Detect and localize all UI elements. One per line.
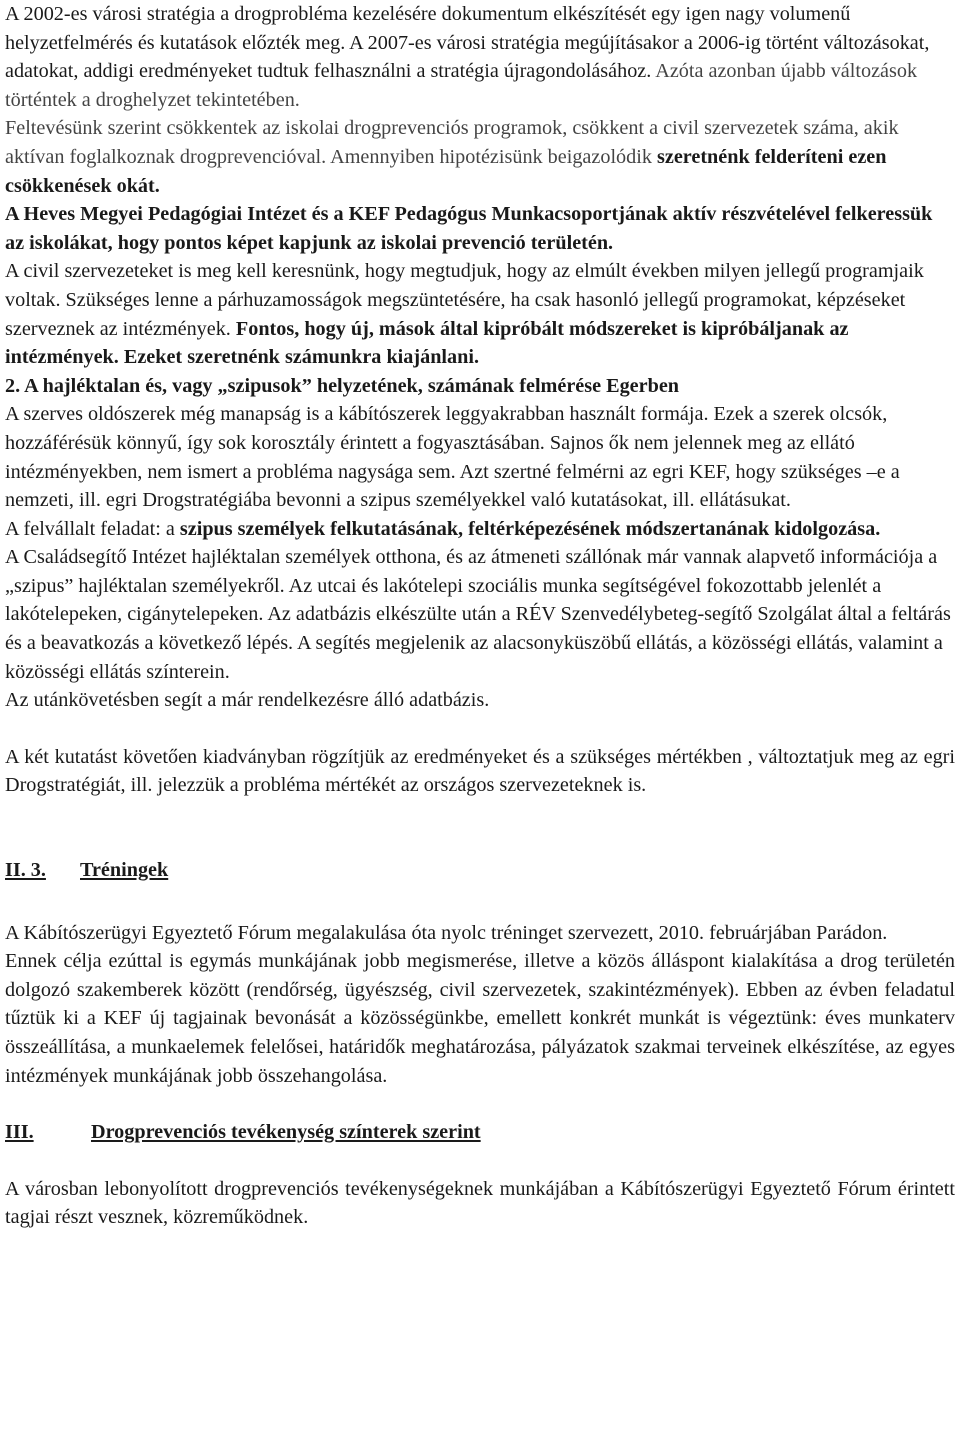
document-page [5, 0, 955, 1232]
paragraph-solvents: A szerves oldószerek még manapság is a kábítószerek leggyakrabban használt formája. Ezek a szerek olcsók, hozzáférésük könnyű, így sok korosztály érintett a fogyasztásában. Sajnos ők nem jelennek meg az ellátó intézményekben, nem ismert a probléma nagysága sem. Azt szertné felmérni az egri KEF, hogy szükséges –e a nemzeti, ill. egri Drogstratégiába bevonni a szipus személyekkel való kutatásokat, ill. ellátásukat. [5, 403, 900, 512]
paragraph-trainings-goal: Ennek célja ezúttal is egymás munkájának jobb megismerése, illetve a közös álláspont kialakítása a drog területén dolgozó szakemberek között (rendőrség, ügyészség, civil szervezetek, szakintézmények). Ebben az évben feladatul tűztük ki a KEF új tagjainak bevonását a közösségünkbe, emellett konkrét munkát is végeztünk: éves munkaterv összeállítása, a munkaelemek felelősei, határidők meghatározása, pályázatok szakmai terveinek elkészítése, az egyes intézmények munkájának jobb összehangolása. [5, 950, 955, 1087]
spacer [5, 1090, 955, 1118]
text-civil-search: A civil szervezeteket is meg kell keresnünk, hogy megtudjuk, hogy az elmúlt években milyen jellegű programjaik voltak. Szükséges lenne a párhuzamosságok megszüntetésére, ha csak hasonló jellegű programokat, képzéseket szerveznek az intézmények. [5, 260, 924, 340]
paragraph-school-survey: A Heves Megyei Pedagógiai Intézet és a KEF Pedagógus Munkacsoportjának aktív részvételével felkeressük az iskolákat, hogy pontos képet kapjunk az iskolai prevenció területén. [5, 203, 933, 254]
text-hypothesis-goal: szeretnénk felderíteni ezen csökkenések okát. [5, 145, 887, 197]
spacer [5, 800, 955, 856]
paragraph-civil-organizations [5, 257, 955, 371]
heading-title: Drogprevenciós tevékenység színterek szerint [91, 1121, 481, 1144]
spacer [5, 715, 955, 743]
paragraph-publication: A két kutatást követően kiadványban rögzítjük az eredményeket és a szükséges mértékben , változtatjuk meg az egri Drogstratégiát, ill. jelezzük a probléma mértékét az országos szervezeteknek is. [5, 745, 955, 797]
text-task-content: szipus személyek felkutatásának, feltérképezésének módszertanának kidolgozása. [179, 517, 881, 540]
text-hypothesis: Feltevésünk szerint csökkentek az iskolai drogprevenciós programok, csökkent a civil szervezetek száma, akik aktívan foglalkoznak drogprevencióval. [5, 117, 899, 168]
section-heading-homeless-survey [5, 372, 955, 401]
paragraph-strategy-background [5, 0, 955, 114]
paragraph-trainings-count: A Kábítószerügyi Egyeztető Fórum megalakulása óta nyolc tréninget szervezett, 2010. februárjában Parádon. [5, 921, 888, 944]
text-changes-since: Azóta azonban újabb változások történtek a droghelyzet tekintetében. [5, 60, 918, 111]
spacer [5, 885, 955, 919]
spacer [5, 1147, 955, 1175]
paragraph-task [5, 515, 955, 544]
heading-number: III. [5, 1121, 34, 1144]
text-task-label: A felvállalt feladat: a [5, 517, 180, 540]
section-number: 2. [5, 374, 25, 397]
text-strategy-history: A 2002-es városi stratégia a drogprobléma kezelésére dokumentum elkészítését egy igen nagy volumenű helyzetfelmérés és kutatások előzték meg. A 2007-es városi stratégia megújításakor a 2006-ig történt változásokat, adatokat, addigi eredményeket tudtuk felhasználni a stratégia újragondolásához. [5, 3, 930, 83]
paragraph-family-support: A Családsegítő Intézet hajléktalan személyek otthona, és az átmeneti szállónak már vannak alapvető információja a „szipus” hajléktalan személyekről. Az utcai és lakótelepi szociális munka segítségével fokozottabb jelenlét a lakótelepeken, cigánytelepeken. Az adatbázis elkészülte után a RÉV Szenvedélybeteg-segítő Szolgálat által a feltárás és a beavatkozás a következő lépés. A segítés megjelenik az alacsonyküszöbű ellátás, a közösségi ellátás, valamint a közösségi ellátás színterein. [5, 546, 951, 683]
text-civil-new-methods: Fontos, hogy új, mások által kipróbált módszereket is kipróbáljanak az intézmények. Ezeket szeretnénk számunkra kiajánlani. [5, 317, 849, 369]
heading-title: Tréningek [80, 859, 169, 882]
paragraph-city-prevention: A városban lebonyolított drogprevenciós tevékenységeknek munkájában a Kábítószerügyi Egyeztető Fórum érintett tagjai részt vesznek, közreműködnek. [5, 1177, 955, 1229]
text-hypothesis-confirm: Amennyiben hipotézisünk beigazolódik [326, 145, 657, 168]
paragraph-hypothesis [5, 114, 955, 200]
heading-number: II. 3. [5, 859, 46, 882]
section-title: A hajléktalan és, vagy „szipusok” helyzetének, számának felmérése Egerben [24, 374, 680, 397]
section-heading-prevention [5, 1118, 955, 1147]
section-heading-trainings [5, 856, 955, 885]
paragraph-follow-up: Az utánkövetésben segít a már rendelkezésre álló adatbázis. [5, 689, 490, 712]
